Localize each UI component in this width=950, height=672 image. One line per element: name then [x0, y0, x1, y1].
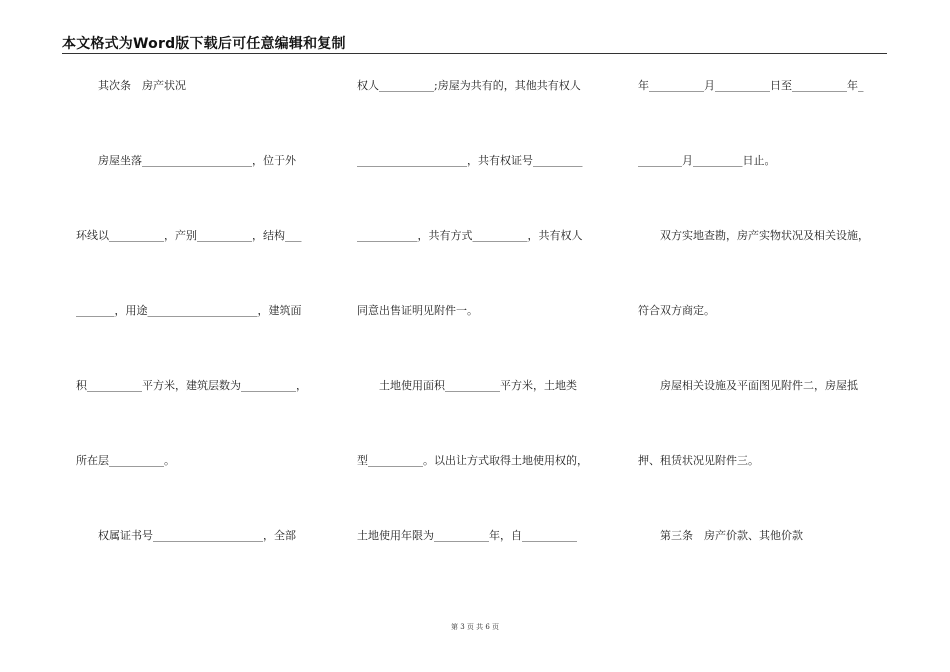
text-line: 权人__________;房屋为共有的，其他共有权人	[357, 79, 581, 92]
text-line: 同意出售证明见附件一。	[357, 304, 478, 317]
text-line: ____________________，共有权证号_________	[357, 154, 583, 167]
text-line: 双方实地查勘，房产实物状况及相关设施，	[638, 229, 869, 242]
text-line: 积__________平方米，建筑层数为__________，	[76, 379, 307, 392]
text-line: 权属证书号____________________，全部	[76, 529, 296, 542]
text-line: ___________，共有方式__________，共有权人	[357, 229, 583, 242]
text-line: ________月_________日止。	[638, 154, 776, 167]
page-number: 第 3 页 共 6 页	[450, 623, 500, 631]
text-line: 土地使用年限为__________年，自__________	[357, 529, 577, 542]
text-column-2	[357, 0, 609, 672]
text-line: 房屋相关设施及平面图见附件二，房屋抵	[638, 379, 858, 392]
text-line: 押、租赁状况见附件三。	[638, 454, 759, 467]
text-line: 型__________。以出让方式取得土地使用权的，	[357, 454, 588, 467]
text-line: 环线以__________，产别__________，结构___	[76, 229, 302, 242]
text-column-1	[76, 0, 326, 672]
text-line: 年__________月__________日至__________年_	[638, 79, 864, 92]
text-column-3	[638, 0, 890, 672]
text-line: 第三条 房产价款、其他价款	[638, 529, 803, 542]
text-line: 土地使用面积__________平方米，土地类	[357, 379, 577, 392]
text-line: 符合双方商定。	[638, 304, 715, 317]
text-line: 其次条 房产状况	[76, 79, 186, 92]
text-line: 房屋坐落____________________，位于外	[76, 154, 296, 167]
text-line: 所在层__________。	[76, 454, 175, 467]
header-title: 本文格式为Word版下载后可任意编辑和复制	[62, 36, 346, 52]
text-line: _______，用途____________________，建筑面	[76, 304, 302, 317]
